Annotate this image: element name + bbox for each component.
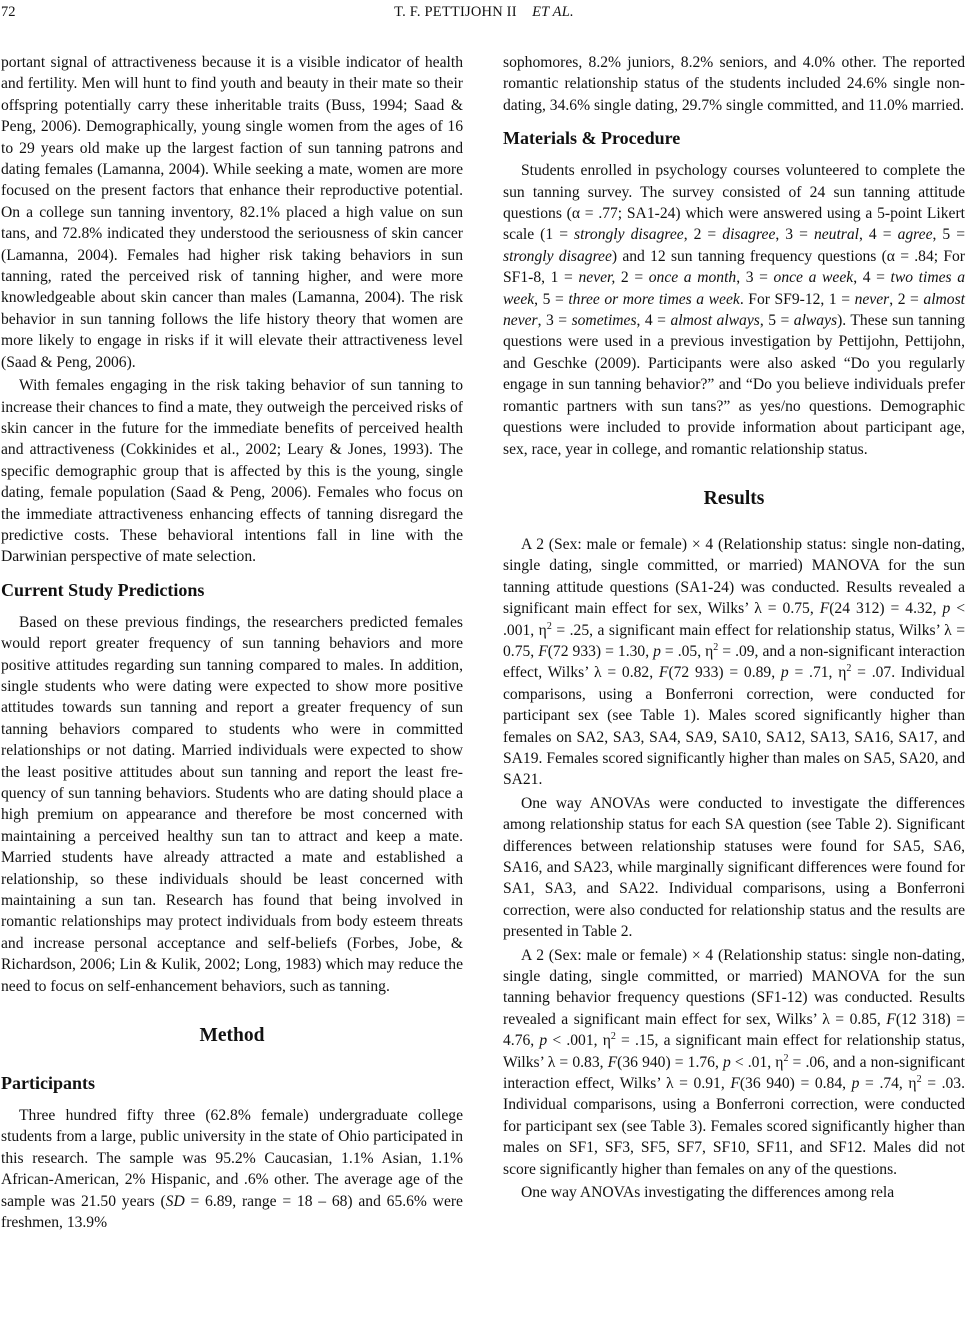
subsection-heading: Materials & Procedure <box>503 128 681 149</box>
text-run: , 4 = <box>853 269 891 287</box>
left-column <box>1 52 463 1234</box>
italic-text: almost never <box>503 290 965 330</box>
italic-text: never <box>854 290 890 308</box>
italic-text: once a month <box>648 269 737 287</box>
italic-text: F <box>886 1010 896 1028</box>
body-paragraph <box>503 52 965 116</box>
text-run: = .07. Individual comparisons, using a Bonferroni correction, were conducted for participant sex (see Table 1). Males scored significantly higher than females on SA2, SA3, SA4, SA9, SA10, SA12, SA13, SA16, SA17, and SA19. Females scored significantly higher than males on SA5, SA20, and SA21. <box>503 664 965 789</box>
superscript: 2 <box>916 1073 922 1085</box>
italic-text: agree <box>897 226 933 244</box>
italic-text: once a week <box>773 269 854 287</box>
text-run: ) and 12 sun tanning frequency questions (α = .84; For SF1-8, 1 = <box>503 247 965 287</box>
italic-text: strongly disagree <box>574 226 684 244</box>
text-run: , 4 = <box>859 226 898 244</box>
superscript: 2 <box>846 663 852 675</box>
text-run: = 6.89, range = 18 – 68) and 65.6% were freshmen, 13.9% <box>1 1192 463 1232</box>
page-number: 72 <box>1 4 16 20</box>
text-run: portant signal of attractiveness because it is a visible indicator of health and fertility. Men will hunt to find youth and beauty in their mate so their offspring potentially carry these inheritable traits (Buss, 1994; Saad & Peng, 2006). Demographically, young single women from the ages of 16 to 29 years old make up the largest faction of sun tanning patrons and dating females (Lamanna, 2004). While seeking a mate, women are more focused on the present factors that enhance their reproductive potential. On a college sun tanning inventory, 82.1% placed a high value on sun tans, and 72.8% indicated they understood the seriousness of skin cancer (Lamanna, 2004). Females had higher risk taking behaviors in sun tanning, rated the perceived risk of tanning higher, and were more knowledgeable about skin cancer than males (Lamanna, 2004). The risk behavior in sun tanning follows the life history theory that women are more likely to engage in risks if it will elevate their attractiveness level (Saad & Peng, 2006). <box>1 54 463 371</box>
text-run: = .71, η <box>788 664 847 682</box>
italic-text: p <box>539 1032 548 1050</box>
text-run: (36 940) = 0.84, <box>739 1075 852 1093</box>
text-run: , 3 = <box>775 226 814 244</box>
text-run: = .15, a significant main effect for relationship status, Wilks’ λ = 0.83, <box>503 1032 965 1071</box>
italic-text: p <box>653 642 661 660</box>
italic-text: strongly disagree <box>503 247 612 265</box>
right-column <box>503 52 965 1204</box>
text-run: , 2 = <box>889 290 924 308</box>
body-paragraph <box>503 945 965 1180</box>
italic-text: disagree <box>722 226 776 244</box>
text-run: (12 318) = 4.76, <box>503 1010 965 1050</box>
italic-text: F <box>730 1075 740 1093</box>
text-run: (72 933) = 0.89, <box>668 664 781 682</box>
body-paragraph <box>503 160 965 460</box>
superscript: 2 <box>546 620 552 632</box>
italic-text: almost always <box>670 312 760 330</box>
body-paragraph <box>1 612 463 997</box>
italic-text: SD <box>165 1192 185 1210</box>
italic-text: p <box>780 664 789 682</box>
text-run: 2 = <box>615 269 649 287</box>
italic-text: F <box>607 1053 618 1071</box>
text-run: , 5 = <box>759 312 794 330</box>
body-paragraph <box>503 534 965 791</box>
italic-text: p <box>722 1053 731 1071</box>
body-paragraph <box>503 1182 965 1203</box>
text-run: , 3 = <box>537 312 572 330</box>
subsection-heading: Current Study Predictions <box>1 579 205 600</box>
italic-text: never, <box>578 269 616 287</box>
text-run: Based on these previous findings, the researchers predicted females would report greater frequency of sun tanning behaviors and more positive attitudes regarding sun tanning compared to males. In addition, single students who were dating were expected to show more positive attitudes towards sun tanning and report a greater frequency of sun tanning behaviors compared to students who were in committed relationships or not dating. Married individuals were expected to show the least positive attitudes about sun tanning and report the least frequency of sun tanning behaviors. Students who are dating should place a high premium on appearance and therefore be most concerned with maintaining a perceived healthy sun tan to attract and keep a mate. Married students have already attracted a mate and established a relationship, so these individuals should be least concerned with maintaining a sun tan. Research has found that being involved in romantic relationships may protect individuals from body esteem threats and increase personal acceptance and self-beliefs (Forbes, Jobe, & Richardson, 2006; Lin & Kulik, 2002; Long, 1983) which may reduce the need to focus on self-enhancement behaviors, such as tanning. <box>1 613 463 995</box>
text-run: = .06, and a non-significant interaction effect, Wilks’ λ = 0.91, <box>503 1053 966 1093</box>
italic-text: sometimes <box>571 312 637 330</box>
text-run: (36 940) = 1.76, <box>617 1053 723 1071</box>
text-run: (72 933) = 1.30, <box>547 642 654 660</box>
italic-text: F <box>819 600 830 618</box>
italic-text: three or more times a week <box>568 290 740 308</box>
body-paragraph <box>1 1105 463 1233</box>
text-run: A 2 (Sex: male or female) × 4 (Relationship status: single non-dating, single dating, single committed, or married) MANOVA for the sun tanning attitude questions (SA1-24) was conducted. Results revealed a significant main effect for sex, Wilks’ λ = 0.75, <box>503 535 965 618</box>
text-run: Three hundred fifty three (62.8% female) undergraduate college students from a large, public university in the state of Ohio participated in this research. The sample was 95.2% Caucasian, 1.1% Asian, 1.1% African-American, 2% Hispanic, and .6% other. The average age of the sample was 21.50 years ( <box>1 1107 463 1210</box>
body-paragraph <box>503 793 965 943</box>
subsection-heading: Participants <box>1 1073 95 1094</box>
italic-text: two times a week <box>503 269 966 308</box>
text-run: , 3 = <box>736 269 774 287</box>
text-run: = .05, η <box>660 642 714 660</box>
author-name: T. F. PETTIJOHN II <box>394 4 517 20</box>
italic-text: neutral <box>813 226 859 244</box>
text-run: , 4 = <box>636 312 671 330</box>
text-run: Students enrolled in psychology courses volunteered to complete the sun tanning survey. The survey consisted of 24 sun tanning attitude questions (α = .77; SA1-24) which were answered using a 5-point Likert scale (1 = <box>503 162 965 244</box>
italic-text: F <box>538 642 548 660</box>
text-run: (24 312) = 4.32, <box>829 600 943 618</box>
superscript: 2 <box>713 641 719 653</box>
section-heading: Method <box>199 1025 265 1047</box>
text-run: One way ANOVAs were conducted to investigate the differences among relationship status for each SA question (see Table 2). Significant differences between relationship statuses were found for SA5, SA6, SA16, and SA23, while marginally significant differences were found for SA1, SA3, and SA22. Individual comparisons, using a Bonferroni correction, were also conducted for relationship status and the results are presented in Table 2. <box>503 794 965 941</box>
text-run: < .001, η <box>547 1032 611 1050</box>
text-run: , 5 = <box>534 290 569 308</box>
text-run: With females engaging in the risk taking behavior of sun tanning to increase their chances to find a mate, they outweigh the perceived risks of skin cancer in the future for the immediate benefits of perceived health and attractiveness (Cokkinides et al., 2002; Leary & Jones, 1993). The specific demographic group that is affected by this is the young, single dating, female population (Saad & Peng, 2006). Females who focus on the immediate attractiveness enhancing effects of tanning disregard the predictive costs. These behavioral intentions fall in line with the Darwinian perspective of mate selection. <box>1 377 463 566</box>
text-run: One way ANOVAs investigating the differences among rela <box>521 1184 895 1202</box>
italic-text: always <box>793 312 838 330</box>
italic-text: F <box>658 664 669 682</box>
superscript: 2 <box>783 1052 789 1064</box>
text-run: , 2 = <box>683 226 723 244</box>
italic-text: p <box>851 1075 860 1093</box>
body-paragraph <box>1 375 463 568</box>
text-run: < .01, η <box>730 1053 784 1071</box>
text-run: = .74, η <box>859 1075 917 1093</box>
text-run: , 5 = <box>932 226 966 244</box>
text-run: = .09, and a non-significant interaction effect, Wilks’ λ = 0.82, <box>503 642 965 682</box>
body-paragraph <box>1 52 463 373</box>
text-run: . For SF9-12, 1 = <box>739 290 855 308</box>
text-run: sophomores, 8.2% juniors, 8.2% seniors, and 4.0% other. The reported romantic relationship status of the students included 24.6% single non-dating, 34.6% single dating, 29.7% single committed, and 11.0% married. <box>503 54 965 114</box>
text-run: = .25, a significant main effect for relationship status, Wilks’ λ = 0.75, <box>503 621 966 660</box>
et-al: ET AL. <box>532 4 574 20</box>
italic-text: p <box>942 600 951 618</box>
text-run: = .03. Individual comparisons, using a Bonferroni correction, were conducted for participant sex (see Table 3). Females scored significantly higher than males on SF1, SF3, SF5, SF7, SF10, SF11, and SF12. Males did not score significantly higher than females on any of the questions. <box>503 1075 965 1178</box>
text-run: < .001, η <box>503 600 965 639</box>
text-run: A 2 (Sex: male or female) × 4 (Relationship status: single non-dating, single dating, single committed, or married) MANOVA for the sun tanning behavior frequency questions (SF1-12) was conducted. Results revealed a significant main effect for sex, Wilks’ λ = 0.85, <box>503 946 965 1028</box>
text-run: ). These sun tanning questions were used in a previous investigation by Pettijohn, Pettijohn, and Geschke (2009). Participants were also asked “Do you regularly engage in sun tanning behavior?” and “Do you believe individuals prefer romantic partners with sun tans?” as yes/no questions. Demographic questions were included to provide information about participant age, sex, race, year in college, and romantic relationship status. <box>503 312 965 458</box>
author-header <box>0 4 968 21</box>
superscript: 2 <box>610 1031 616 1043</box>
section-heading: Results <box>703 487 765 509</box>
running-head <box>0 4 968 26</box>
